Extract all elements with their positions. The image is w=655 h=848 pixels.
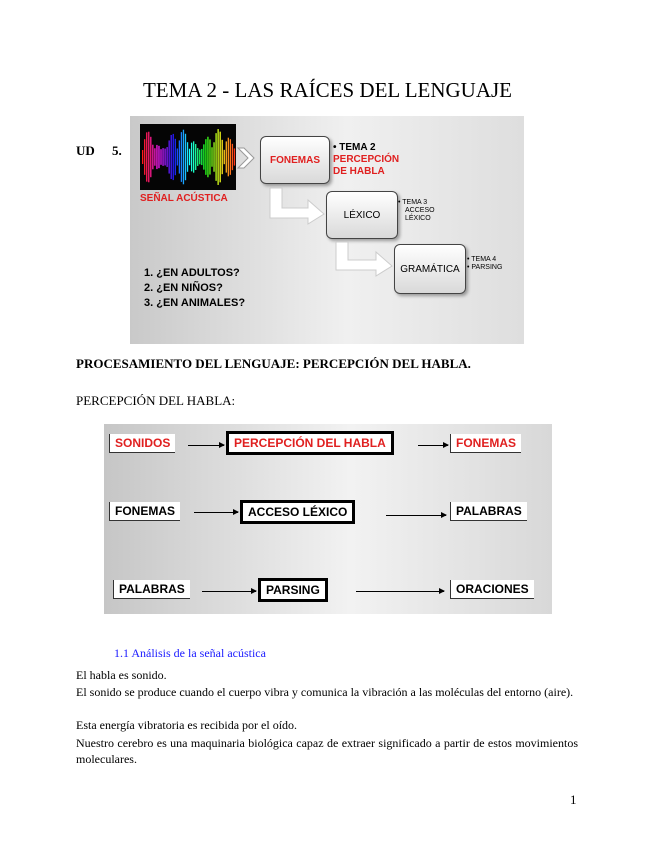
- spectrum-bar: [162, 148, 163, 166]
- sound-spectrum-image: [140, 124, 236, 190]
- node-palabras-out: PALABRAS: [450, 502, 527, 521]
- spectrum-bar: [195, 144, 196, 170]
- spectrum-bar: [205, 139, 206, 175]
- bent-arrow-icon: [264, 186, 326, 226]
- spectrum-bar: [201, 149, 202, 165]
- spectrum-bar: [213, 142, 214, 171]
- spectrum-bar: [230, 139, 231, 175]
- paragraph: Esta energía vibratoria es recibida por el oído.: [76, 718, 298, 732]
- spectrum-bar: [146, 132, 147, 181]
- node-percepcion-habla: PERCEPCIÓN DEL HABLA: [226, 431, 394, 455]
- spectrum-bar: [187, 142, 188, 172]
- arrow-icon: [194, 512, 238, 513]
- spectrum-bar: [224, 150, 225, 164]
- question-item: 2. ¿EN NIÑOS?: [144, 282, 223, 294]
- spectrum-bar: [177, 148, 178, 165]
- bent-arrow-icon: [330, 240, 394, 278]
- spectrum-bar: [197, 148, 198, 166]
- questions-list: [144, 266, 245, 311]
- arrow-icon: [386, 515, 446, 516]
- spectrum-bar: [232, 144, 233, 170]
- spectrum-bar: [158, 146, 159, 168]
- subsection-heading: 1.1 Análisis de la señal acústica: [114, 646, 266, 660]
- arrow-icon: [356, 591, 444, 592]
- spectrum-bar: [215, 133, 216, 181]
- spectrum-bar: [164, 149, 165, 166]
- paragraph: El habla es sonido.: [76, 668, 167, 682]
- node-palabras-in: PALABRAS: [113, 580, 190, 599]
- perception-label: PERCEPCIÓN DEL HABLA:: [76, 393, 236, 408]
- chevron-arrow-icon: [236, 146, 260, 170]
- spectrum-bar: [179, 140, 180, 173]
- spectrum-bar: [211, 147, 212, 166]
- process-diagram: [104, 424, 552, 614]
- node-acceso-lexico: ACCESO LÉXICO: [240, 500, 355, 524]
- spectrum-bar: [152, 145, 153, 170]
- spectrum-bar: [191, 143, 192, 172]
- spectrum-bar: [209, 139, 210, 174]
- spectrum-bar: [220, 132, 221, 183]
- spectrum-bar: [193, 141, 194, 172]
- signal-caption: SEÑAL ACÚSTICA: [140, 193, 228, 204]
- spectrum-bar: [181, 132, 182, 182]
- spectrum-bar: [173, 134, 174, 180]
- spectrum-bar: [160, 149, 161, 165]
- question-item: 3. ¿EN ANIMALES?: [144, 297, 246, 309]
- arrow-icon: [418, 445, 448, 446]
- spectrum-bar: [199, 150, 200, 165]
- question-item: 1. ¿EN ADULTOS?: [144, 267, 240, 279]
- spectrum-bar: [234, 148, 235, 165]
- spectrum-bar: [189, 149, 190, 166]
- spectrum-bar: [171, 135, 172, 179]
- spectrum-bar: [226, 141, 227, 172]
- node-parsing: PARSING: [258, 578, 328, 602]
- paragraph: Nuestro cerebro es una maquinaria biológica capaz de extraer significado a partir de estos movimientos moleculares.: [76, 736, 578, 766]
- node-oraciones: ORACIONES: [450, 580, 534, 599]
- box-gramatica: GRAMÁTICA: [394, 244, 466, 294]
- node-fonemas-out: FONEMAS: [450, 434, 521, 453]
- spectrum-bar: [175, 139, 176, 175]
- arrow-icon: [202, 591, 256, 592]
- spectrum-bar: [169, 140, 170, 173]
- spectrum-bar: [142, 150, 143, 164]
- section-heading: PROCESAMIENTO DEL LENGUAJE: PERCEPCIÓN DEL HABLA.: [76, 356, 471, 371]
- note-tema-2: • TEMA 2 PERCEPCIÓN DE HABLA: [333, 142, 400, 177]
- arrow-icon: [188, 445, 224, 446]
- box-lexico: LÉXICO: [326, 191, 398, 239]
- unit-label: UD 5.: [76, 143, 122, 158]
- spectrum-bar: [148, 132, 149, 183]
- spectrum-bar: [166, 147, 167, 167]
- spectrum-bar: [154, 148, 155, 165]
- spectrum-bar: [144, 139, 145, 175]
- note-tema-4: • TEMA 4 • PARSING: [467, 256, 503, 271]
- spectrum-bar: [156, 145, 157, 169]
- spectrum-bar: [228, 138, 229, 177]
- spectrum-bar: [222, 140, 223, 174]
- spectrum-bar: [150, 137, 151, 177]
- page-number: 1: [570, 792, 577, 807]
- spectrum-bar: [203, 144, 204, 169]
- note-tema-3: • TEMA 3 ACCESO LÉXICO: [398, 199, 435, 222]
- box-fonemas: FONEMAS: [260, 136, 330, 184]
- document-title: TEMA 2 - LAS RAÍCES DEL LENGUAJE: [142, 78, 513, 102]
- overview-slide: [130, 116, 524, 344]
- spectrum-bar: [217, 129, 218, 185]
- spectrum-bar: [207, 137, 208, 178]
- node-sonidos: SONIDOS: [109, 434, 175, 453]
- node-fonemas-in: FONEMAS: [109, 502, 180, 521]
- spectrum-bar: [185, 134, 186, 180]
- paragraph: El sonido se produce cuando el cuerpo vibra y comunica la vibración a las moléculas del entorno (aire).: [76, 685, 574, 699]
- spectrum-bar: [183, 130, 184, 185]
